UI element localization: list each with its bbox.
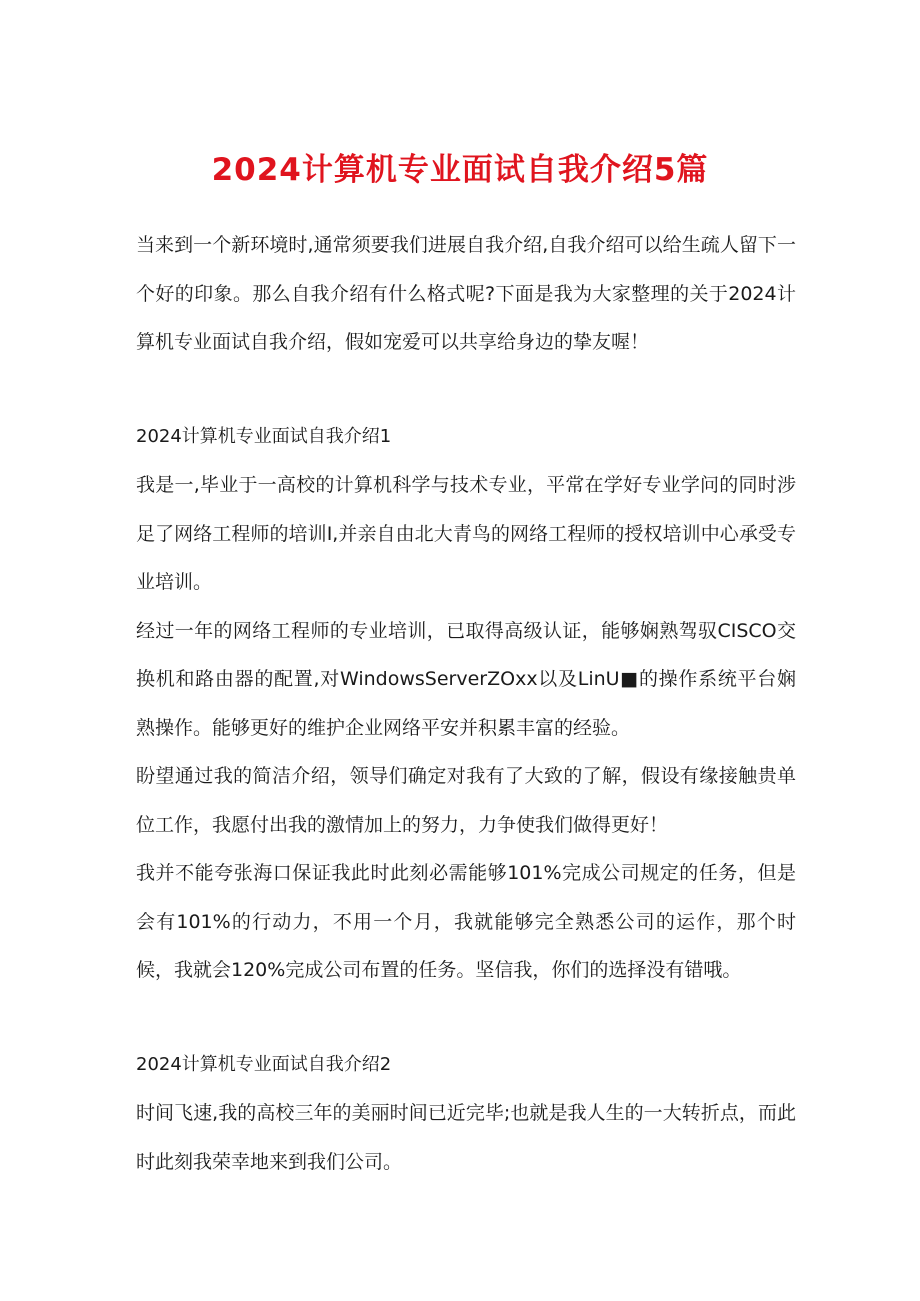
section-1-paragraph-1: 我是一,毕业于一高校的计算机科学与技术专业，平常在学好专业学问的同时涉足了网络工程师的培训I,并亲自由北大青鸟的网络工程师的授权培训中心承受专业培训。 — [136, 474, 796, 593]
section-1-heading: 2024计算机专业面试自我介绍1 — [136, 425, 392, 447]
section-1-paragraph-3: 盼望通过我的简洁介绍，领导们确定对我有了大致的了解，假设有缘接触贵单位工作，我愿付出我的激情加上的努力，力争使我们做得更好！ — [136, 765, 796, 836]
section-spacer — [136, 367, 796, 413]
document-body — [136, 221, 796, 1186]
document-title: 2024计算机专业面试自我介绍5篇 — [211, 152, 709, 188]
section-2-heading: 2024计算机专业面试自我介绍2 — [136, 1053, 392, 1075]
section-spacer — [136, 995, 796, 1041]
section-2 — [136, 1041, 796, 1187]
section-2-paragraph-1: 时间飞速,我的高校三年的美丽时间已近完毕;也就是我人生的一大转折点，而此时此刻我荣幸地来到我们公司。 — [136, 1102, 796, 1173]
section-1-paragraph-4: 我并不能夸张海口保证我此时此刻必需能够101%完成公司规定的任务，但是会有101%的行动力，不用一个月，我就能够完全熟悉公司的运作，那个时候，我就会120%完成公司布置的任务。坚信我，你们的选择没有错哦。 — [136, 862, 796, 981]
section-1-paragraph-2: 经过一年的网络工程师的专业培训，已取得高级认证，能够娴熟驾驭CISCO交换机和路由器的配置,对WindowsServerZOxx以及LinU■的操作系统平台娴熟操作。能够更好的维护企业网络平安并积累丰富的经验。 — [136, 619, 796, 739]
intro-paragraph: 当来到一个新环境时,通常须要我们进展自我介绍,自我介绍可以给生疏人留下一个好的印象。那么自我介绍有什么格式呢?下面是我为大家整理的关于2024计算机专业面试自我介绍，假如宠爱可以共享给身边的挚友喔！ — [136, 234, 796, 353]
section-1 — [136, 413, 796, 995]
